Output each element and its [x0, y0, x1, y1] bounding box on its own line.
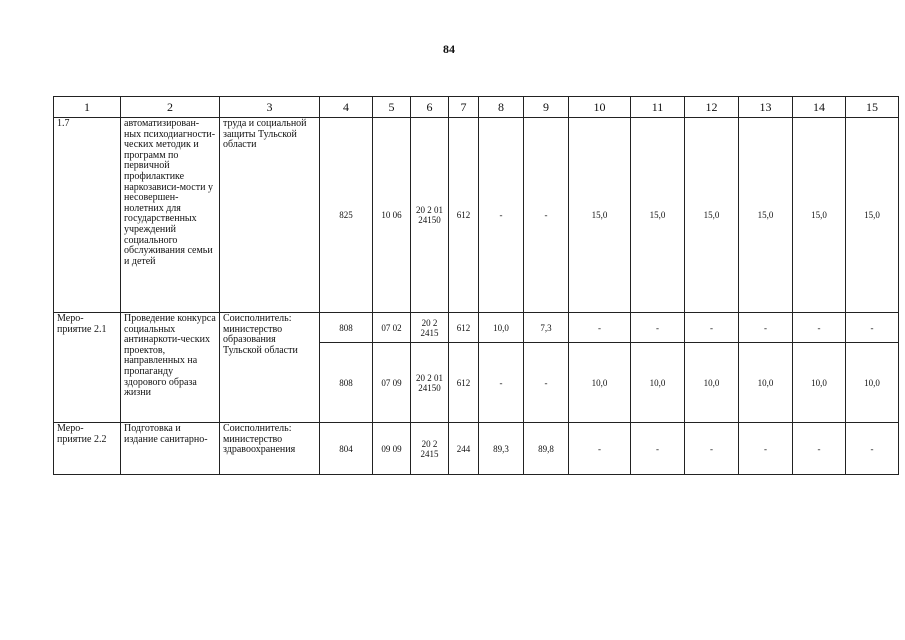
column-header: 2: [121, 97, 220, 118]
cell-value: 15,0: [569, 118, 631, 313]
table-row: [54, 423, 899, 475]
table-row: [54, 118, 899, 313]
cell-value: 7,3: [524, 313, 569, 343]
row-id: Меро-приятие 2.1: [54, 313, 121, 423]
cell-value: 10,0: [631, 343, 685, 423]
cell-value: -: [846, 313, 899, 343]
cell-value: -: [569, 313, 631, 343]
column-header: 9: [524, 97, 569, 118]
header-row: [54, 97, 899, 118]
cell-value: -: [631, 423, 685, 475]
column-header: 7: [449, 97, 479, 118]
cell-value: -: [631, 313, 685, 343]
column-header: 1: [54, 97, 121, 118]
column-header: 8: [479, 97, 524, 118]
cell-value: 10,0: [846, 343, 899, 423]
column-header: 11: [631, 97, 685, 118]
cell-grbs: 808: [320, 343, 373, 423]
cell-value: 89,3: [479, 423, 524, 475]
row-id: 1.7: [54, 118, 121, 313]
cell-value: 15,0: [685, 118, 739, 313]
row-description: Подготовка и издание санитарно-: [121, 423, 220, 475]
table-row: [54, 313, 899, 343]
cell-csr: 20 2 01 24150: [411, 118, 449, 313]
cell-value: -: [685, 313, 739, 343]
cell-value: 15,0: [846, 118, 899, 313]
cell-vr: 612: [449, 118, 479, 313]
cell-grbs: 808: [320, 313, 373, 343]
cell-section: 10 06: [373, 118, 411, 313]
cell-value: 15,0: [793, 118, 846, 313]
cell-value: -: [524, 118, 569, 313]
cell-section: 09 09: [373, 423, 411, 475]
column-header: 4: [320, 97, 373, 118]
cell-value: 89,8: [524, 423, 569, 475]
cell-grbs: 825: [320, 118, 373, 313]
column-header: 14: [793, 97, 846, 118]
cell-value: 15,0: [631, 118, 685, 313]
cell-vr: 612: [449, 313, 479, 343]
cell-value: -: [479, 118, 524, 313]
column-header: 15: [846, 97, 899, 118]
column-header: 5: [373, 97, 411, 118]
cell-section: 07 02: [373, 313, 411, 343]
cell-vr: 612: [449, 343, 479, 423]
page-number: 84: [443, 42, 455, 56]
row-id: Меро-приятие 2.2: [54, 423, 121, 475]
cell-csr: 20 2 2415: [411, 423, 449, 475]
budget-table: [53, 96, 899, 475]
column-header: 10: [569, 97, 631, 118]
cell-value: -: [479, 343, 524, 423]
cell-value: -: [739, 313, 793, 343]
cell-csr: 20 2 2415: [411, 313, 449, 343]
cell-value: -: [524, 343, 569, 423]
cell-csr: 20 2 01 24150: [411, 343, 449, 423]
cell-value: -: [685, 423, 739, 475]
cell-value: -: [793, 313, 846, 343]
cell-value: -: [793, 423, 846, 475]
row-description: автоматизирован-ных психодиагности-ческих методик и программ по первичной профилактике наркозависи-мости у несовершен-нолетних для государственных учреждений социального обслуживания семьи и детей: [121, 118, 220, 313]
row-description: Проведение конкурса социальных антинаркоти-ческих проектов, направленных на пропаганду здорового образа жизни: [121, 313, 220, 423]
row-executor: Соисполнитель: министерство образования Тульской области: [220, 313, 320, 423]
cell-value: -: [569, 423, 631, 475]
cell-value: 10,0: [685, 343, 739, 423]
cell-vr: 244: [449, 423, 479, 475]
column-header: 6: [411, 97, 449, 118]
cell-value: 15,0: [739, 118, 793, 313]
cell-grbs: 804: [320, 423, 373, 475]
cell-value: -: [739, 423, 793, 475]
column-header: 13: [739, 97, 793, 118]
cell-value: -: [846, 423, 899, 475]
cell-value: 10,0: [569, 343, 631, 423]
cell-section: 07 09: [373, 343, 411, 423]
cell-value: 10,0: [793, 343, 846, 423]
cell-value: 10,0: [739, 343, 793, 423]
row-executor: Соисполнитель: министерство здравоохранения: [220, 423, 320, 475]
row-executor: труда и социальной защиты Тульской области: [220, 118, 320, 313]
column-header: 12: [685, 97, 739, 118]
cell-value: 10,0: [479, 313, 524, 343]
column-header: 3: [220, 97, 320, 118]
